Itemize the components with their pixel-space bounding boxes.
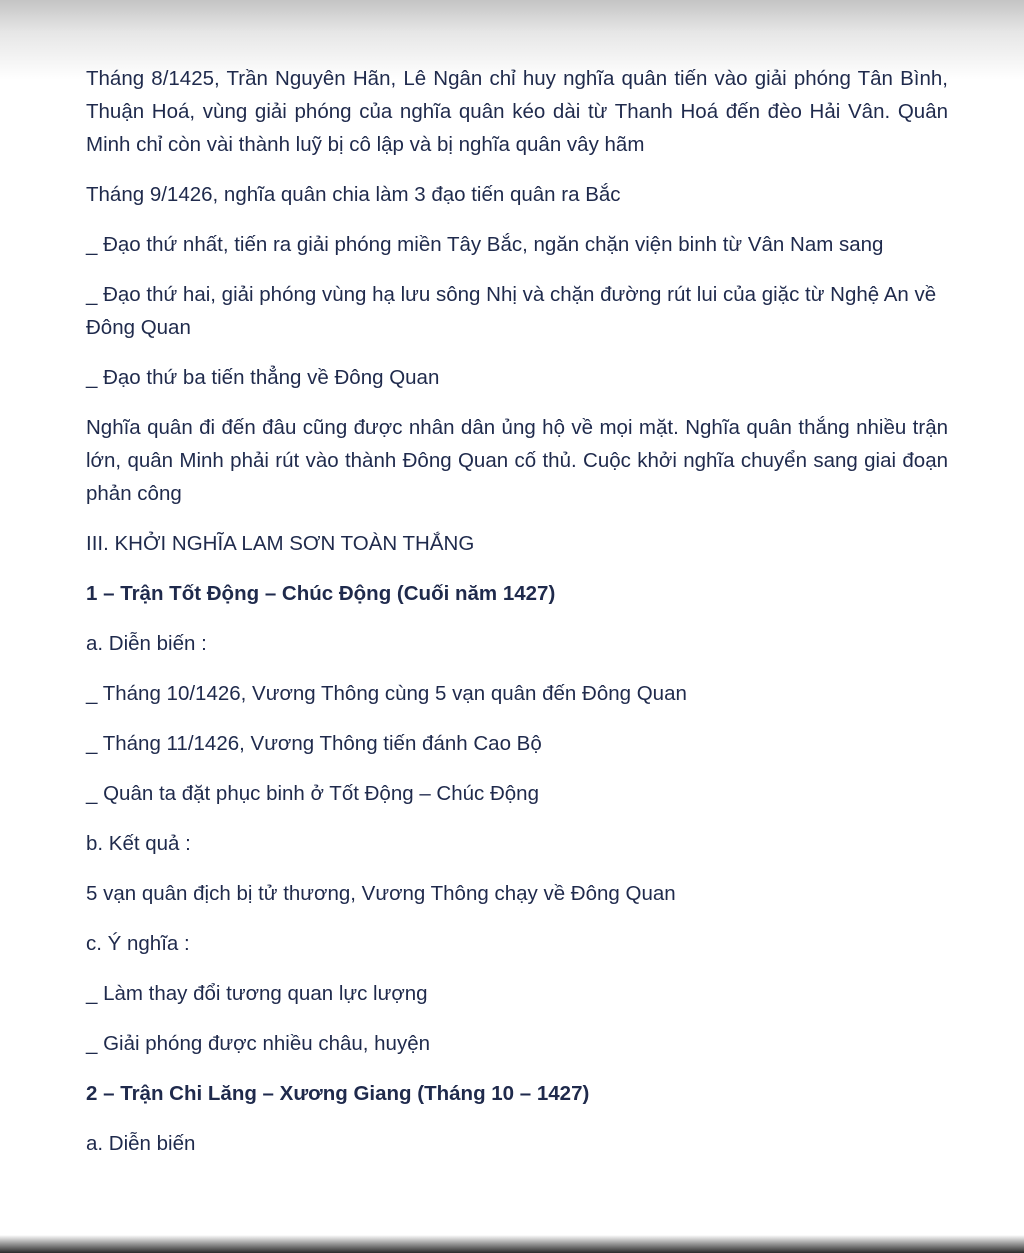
- label-dien-bien-1: a. Diễn biến :: [86, 632, 207, 655]
- label-ket-qua: b. Kết quả :: [86, 832, 191, 855]
- label-y-nghia: c. Ý nghĩa :: [86, 932, 190, 955]
- section-heading-iii: III. KHỞI NGHĨA LAM SƠN TOÀN THẮNG: [86, 532, 475, 555]
- list-item-meaning-2: _ Giải phóng được nhiều châu, huyện: [86, 1032, 431, 1055]
- paragraph-result: 5 vạn quân địch bị tử thương, Vương Thông chạy về Đông Quan: [86, 882, 676, 905]
- list-item-route-1: _ Đạo thứ nhất, tiến ra giải phóng miền Tây Bắc, ngăn chặn viện binh từ Vân Nam sang: [86, 233, 884, 256]
- subheading-tot-dong: 1 – Trận Tốt Động – Chúc Động (Cuối năm 1427): [86, 582, 556, 605]
- list-item-meaning-1: _ Làm thay đổi tương quan lực lượng: [86, 982, 428, 1005]
- subheading-chi-lang: 2 – Trận Chi Lăng – Xương Giang (Tháng 10 – 1427): [86, 1082, 590, 1105]
- bottom-shadow: [0, 1235, 1024, 1253]
- paragraph-three-routes: Tháng 9/1426, nghĩa quân chia làm 3 đạo tiến quân ra Bắc: [86, 183, 621, 206]
- document-body: [86, 62, 948, 1177]
- list-item-route-3: _ Đạo thứ ba tiến thẳng về Đông Quan: [86, 366, 440, 389]
- list-item-route-2: _ Đạo thứ hai, giải phóng vùng hạ lưu sông Nhị và chặn đường rút lui của giặc từ Nghệ An về Đông Quan: [86, 283, 937, 339]
- paragraph-counter-offensive: Nghĩa quân đi đến đâu cũng được nhân dân ủng hộ về mọi mặt. Nghĩa quân thắng nhiều trận lớn, quân Minh phải rút vào thành Đông Quan cố thủ. Cuộc khởi nghĩa chuyển sang giai đoạn phản công: [86, 416, 948, 505]
- label-dien-bien-2: a. Diễn biến: [86, 1132, 196, 1155]
- list-item-event-2: _ Tháng 11/1426, Vương Thông tiến đánh Cao Bộ: [86, 732, 542, 755]
- paragraph-liberation-1425: Tháng 8/1425, Trần Nguyên Hãn, Lê Ngân chỉ huy nghĩa quân tiến vào giải phóng Tân Bình, Thuận Hoá, vùng giải phóng của nghĩa quân kéo dài từ Thanh Hoá đến đèo Hải Vân. Quân Minh chỉ còn vài thành luỹ bị cô lập và bị nghĩa quân vây hãm: [86, 67, 948, 156]
- list-item-event-3: _ Quân ta đặt phục binh ở Tốt Động – Chúc Động: [86, 782, 539, 805]
- list-item-event-1: _ Tháng 10/1426, Vương Thông cùng 5 vạn quân đến Đông Quan: [86, 682, 687, 705]
